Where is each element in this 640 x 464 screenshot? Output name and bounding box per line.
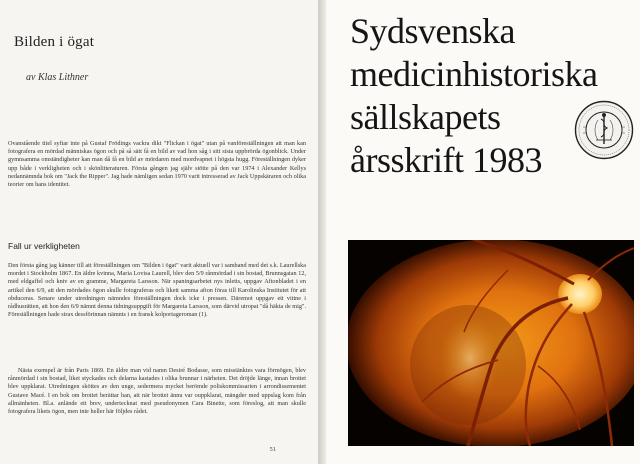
cover-page bbox=[326, 0, 640, 464]
page-number: 51 bbox=[269, 446, 276, 453]
book-gutter bbox=[318, 0, 326, 464]
cover-title bbox=[350, 10, 597, 182]
retina-fundus-photo bbox=[348, 240, 634, 446]
section-heading: Fall ur verkligheten bbox=[8, 241, 80, 251]
article-title: Bilden i ögat bbox=[14, 34, 95, 50]
cover-title-line: medicinhistoriska bbox=[350, 54, 598, 94]
body-paragraph: Nästa exempel är från Paris 1869. En äldre man vid namn Desiré Bodasse, som misstänktes vara förmögen, blev rånmördad i sin bostad, liket styckades och delarna kastades i olika brunnar i närheten. Det dröjde länge, innan brottet blev uppklarat. Utredningen sköttes av den unge, sedermera mycket berömde poliskommissarien i arrondissementet Gustave Macé. I en bok om brottet berättar han, att när brottet ännu var ouppklarat, mängder med uppslag kom från allmänheten. Bl.a. anlände ett brev, undertecknat med pseudonymen Cara Binette, som föreslog, att man skulle fotografera likets ögon, men inte heller här följdes rådet. bbox=[8, 367, 306, 416]
cover-title-line: sällskapets bbox=[350, 97, 501, 137]
left-page bbox=[0, 0, 318, 464]
byline: av Klas Lithner bbox=[26, 72, 89, 83]
cover-title-line: Sydsvenska bbox=[350, 11, 515, 51]
body-paragraph: Den första gång jag känner till att föreställningen om "Bilden i ögat" varit aktuell var i samband med det s.k. Laurellska mordet i Stockholm 1867. En äldre kvinna, Maria Lovisa Laurell, blev den 5/9 rånmördad i sin bostad, Brunnsgatan 12, med eldgaffel och kniv av en gramme, Margareta Larsson. När spaningsarbetet nys inletts, uppgav Aftonbladet i en artikel den 6/9, att den mördades ögon skulle fotograferas och likett samma afton föras till Karolinska Institutet för att obduceras. Senare under utredningen nämndes föreställningen dock icke i pressen. Däremot uppgav ett vittne i rådhusrätten, att hon den 6/9 nämnt denna tidningsuppgift för Margareta Larsson, som därvid utropat "då häkta de mig". Föreställningen hade strax dessförinnan nämnts i en fransk kolportageroman (1). bbox=[8, 262, 306, 319]
cover-title-line: årsskrift 1983 bbox=[350, 140, 542, 180]
fundus-photograph bbox=[348, 240, 634, 446]
society-seal-icon bbox=[574, 100, 634, 160]
intro-paragraph: Ovanstående titel syftar inte på Gustaf Frödings vackra dikt "Flickan i ögat" utan på vanföreställningen att man kan fotografera en mördad människas ögon och på så sätt få en bild av vad hon såg i sitt sista uppbrörda ögonblick. Under gymnsamma omständigheter kan man då få en bild av mördaren med mordvapnet i högsta hugg. Föreställningen dyker upp både i verkligheten och i skönlitteraturen. Första gången jag själv stötte på den var 1974 i Alexander Kellys nedannämnda bok om "Jack the Ripper". Jag hade nämligen sedan 1970 varit intresserad av Jack Uppskäraren och olika teorier om hans identitet. bbox=[8, 140, 306, 189]
